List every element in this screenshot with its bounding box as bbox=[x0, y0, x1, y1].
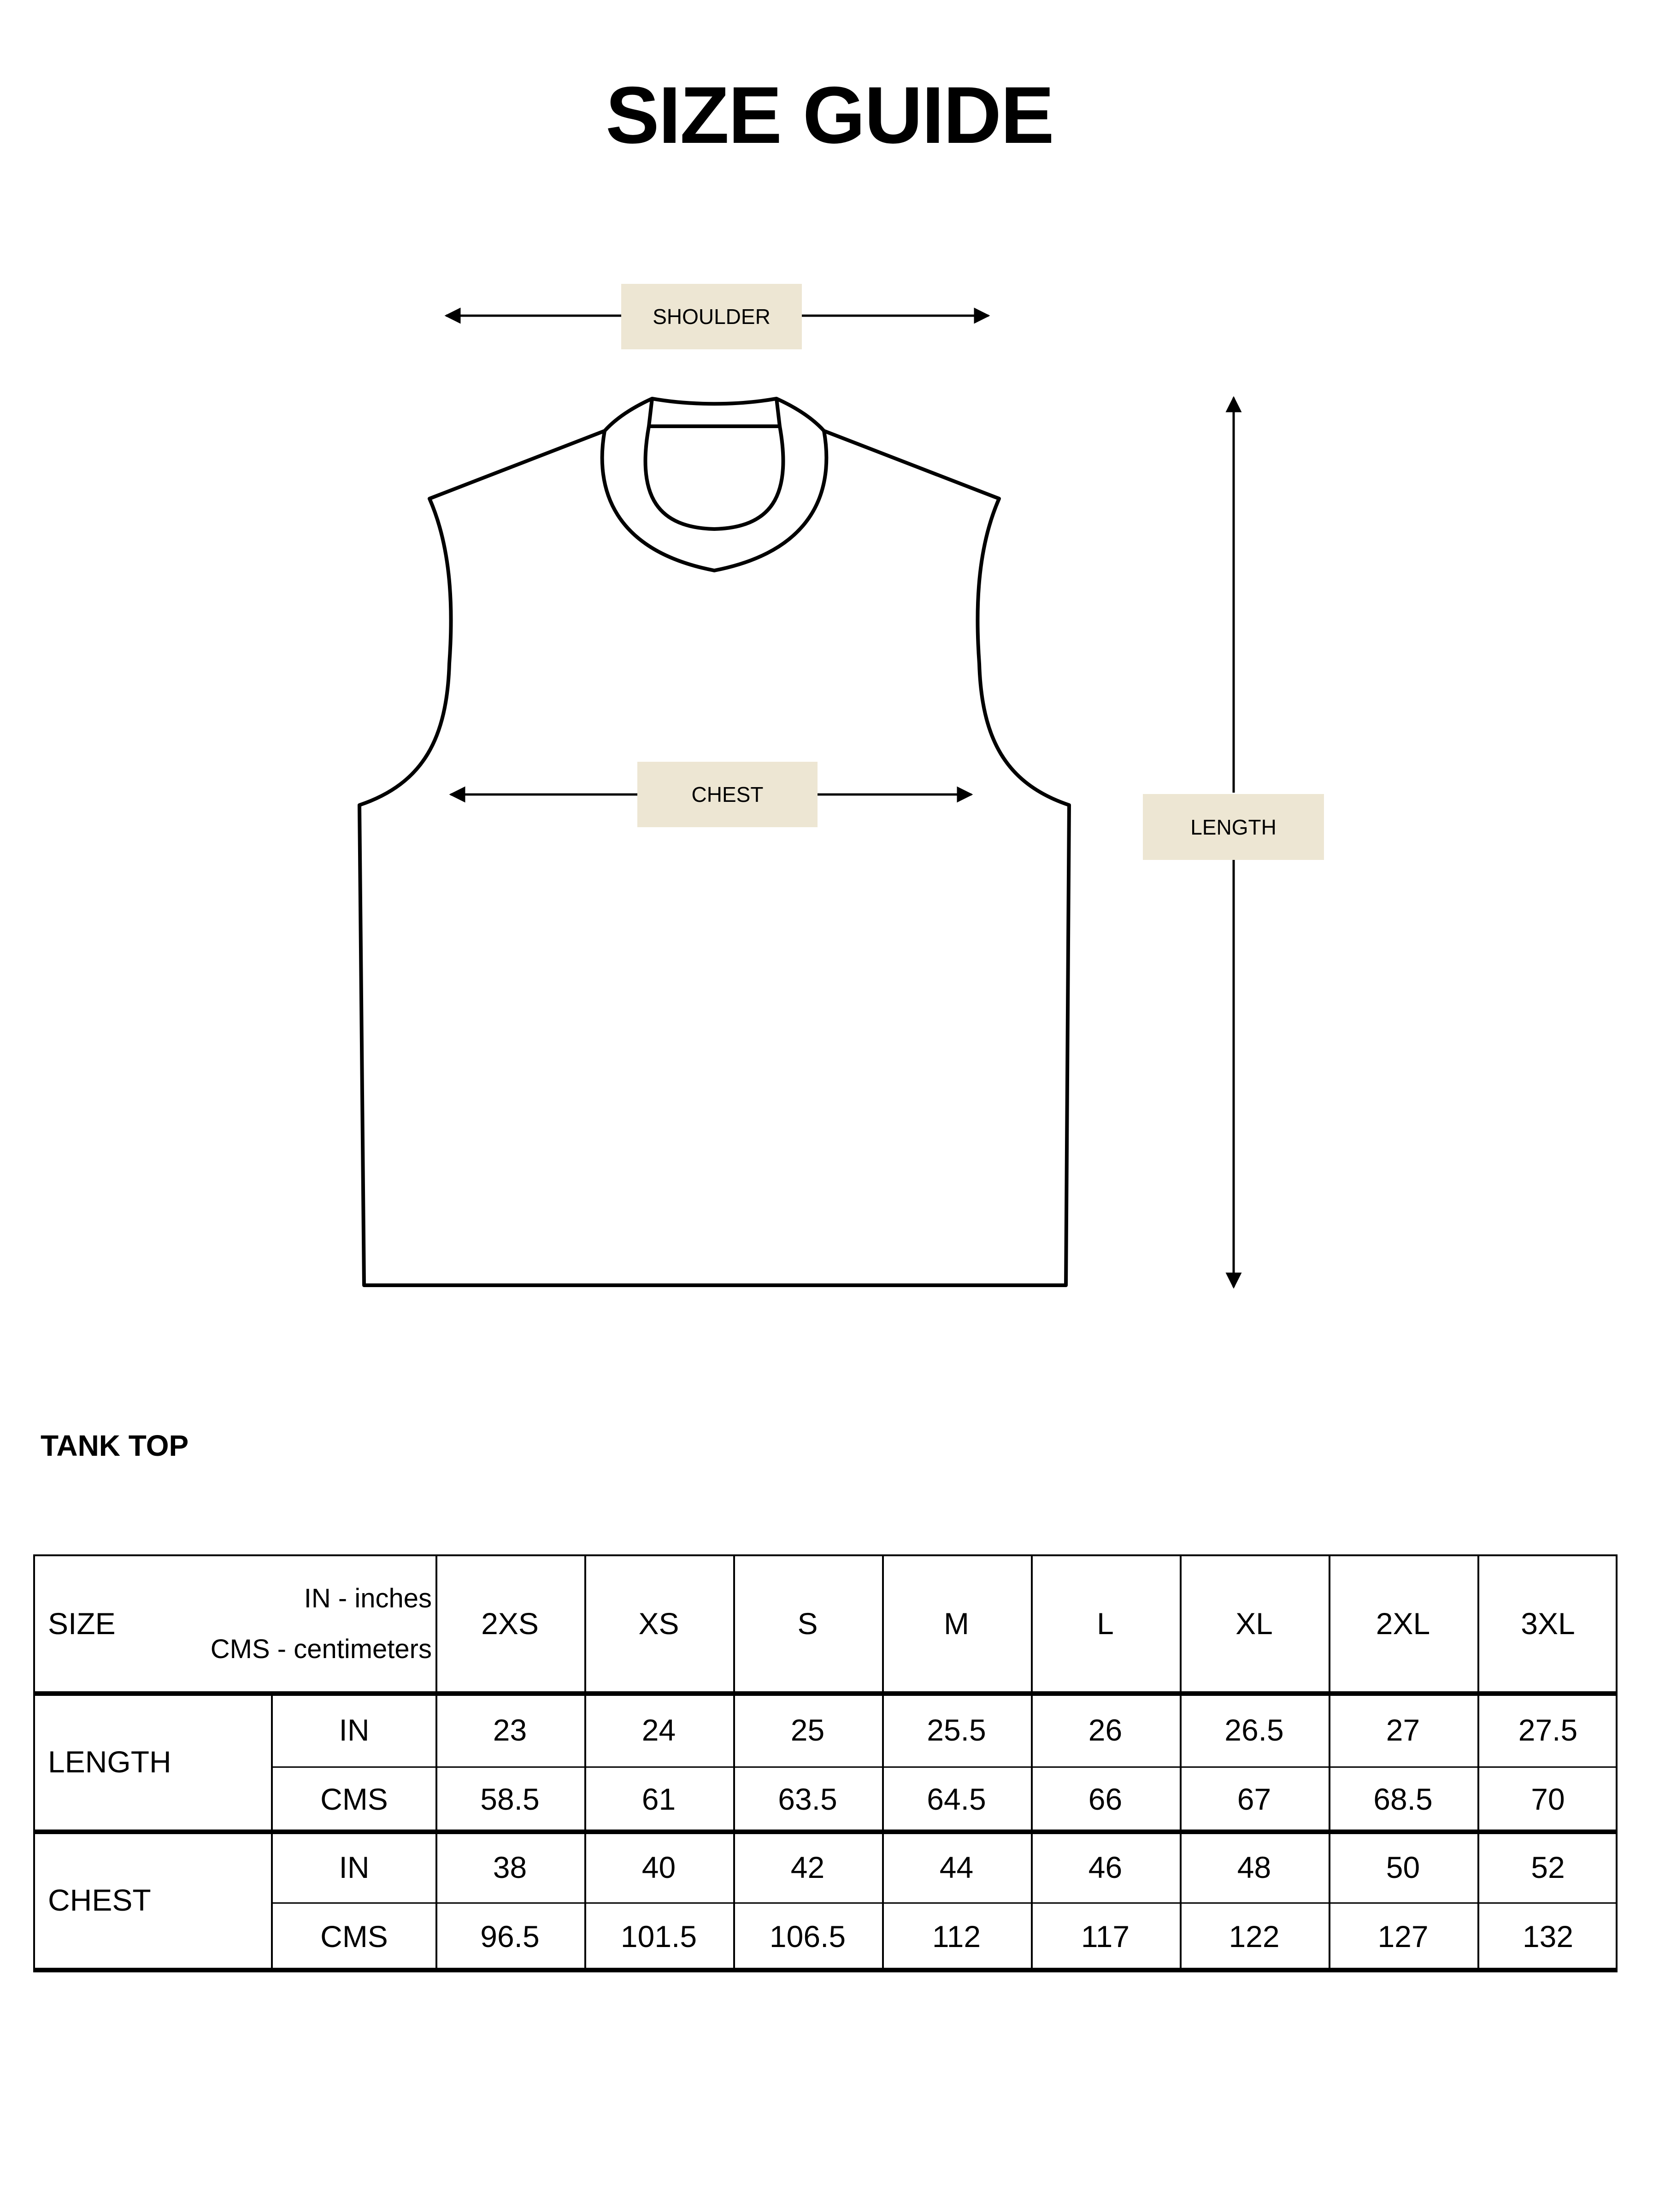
size-header-xs: XS bbox=[638, 1606, 679, 1641]
length-in-xs: 24 bbox=[641, 1713, 676, 1747]
length-in-l: 26 bbox=[1088, 1713, 1123, 1747]
chest-cms-l: 117 bbox=[1081, 1919, 1130, 1953]
chest-in-2xs: 38 bbox=[493, 1850, 527, 1884]
size-header-3xl: 3XL bbox=[1521, 1606, 1575, 1641]
table-divider-col bbox=[1031, 1554, 1033, 1972]
chest-in-s: 42 bbox=[790, 1850, 825, 1884]
length-cms-2xl: 68.5 bbox=[1373, 1782, 1433, 1816]
unit-label-cms: CMS bbox=[320, 1782, 388, 1816]
shoulder-label: SHOULDER bbox=[621, 284, 802, 349]
cms-legend: CMS - centimeters bbox=[210, 1634, 432, 1664]
tank-top-outline bbox=[359, 399, 1069, 1285]
length-label: LENGTH bbox=[1143, 794, 1324, 860]
in-legend: IN - inches bbox=[304, 1583, 432, 1613]
size-header-2xs: 2XS bbox=[481, 1606, 539, 1641]
length-in-3xl: 27.5 bbox=[1518, 1713, 1578, 1747]
chest-in-m: 44 bbox=[939, 1850, 974, 1884]
table-divider-col bbox=[584, 1554, 586, 1972]
chest-in-xl: 48 bbox=[1237, 1850, 1271, 1884]
chest-label: CHEST bbox=[637, 762, 818, 827]
table-divider-col bbox=[882, 1554, 884, 1972]
chest-in-xs: 40 bbox=[641, 1850, 676, 1884]
table-divider-length-units bbox=[272, 1766, 1618, 1768]
length-cms-s: 63.5 bbox=[778, 1782, 837, 1816]
measure-label-length: LENGTH bbox=[48, 1745, 171, 1779]
chest-cms-2xl: 127 bbox=[1377, 1919, 1429, 1953]
table-divider-chest-units bbox=[272, 1902, 1618, 1904]
unit-label-cms: CMS bbox=[320, 1919, 388, 1953]
size-header-2xl: 2XL bbox=[1376, 1606, 1430, 1641]
chest-cms-2xs: 96.5 bbox=[480, 1919, 540, 1953]
chest-in-3xl: 52 bbox=[1531, 1850, 1565, 1884]
chest-cms-3xl: 132 bbox=[1522, 1919, 1574, 1953]
chest-in-2xl: 50 bbox=[1386, 1850, 1420, 1884]
chest-in-l: 46 bbox=[1088, 1850, 1123, 1884]
table-border-top bbox=[33, 1554, 1618, 1556]
table-divider-col bbox=[1180, 1554, 1182, 1972]
size-header-m: M bbox=[944, 1606, 969, 1641]
length-in-2xs: 23 bbox=[493, 1713, 527, 1747]
size-table bbox=[33, 1554, 1618, 1974]
length-in-s: 25 bbox=[790, 1713, 825, 1747]
section-title: TANK TOP bbox=[41, 1429, 189, 1462]
chest-cms-xl: 122 bbox=[1229, 1919, 1280, 1953]
chest-cms-s: 106.5 bbox=[769, 1919, 846, 1953]
table-divider-col bbox=[1477, 1554, 1479, 1972]
table-divider-col bbox=[733, 1554, 735, 1972]
size-header-label: SIZE bbox=[48, 1606, 116, 1641]
length-cms-m: 64.5 bbox=[927, 1782, 986, 1816]
length-in-2xl: 27 bbox=[1386, 1713, 1420, 1747]
length-cms-xs: 61 bbox=[641, 1782, 676, 1816]
collar-outer bbox=[602, 431, 827, 571]
table-border-left bbox=[33, 1554, 35, 1972]
size-header-l: L bbox=[1097, 1606, 1114, 1641]
length-cms-l: 66 bbox=[1088, 1782, 1123, 1816]
size-header-xl: XL bbox=[1235, 1606, 1273, 1641]
chest-cms-xs: 101.5 bbox=[620, 1919, 697, 1953]
table-divider-col bbox=[1329, 1554, 1330, 1972]
measure-label-chest: CHEST bbox=[48, 1883, 151, 1917]
length-cms-xl: 67 bbox=[1237, 1782, 1271, 1816]
unit-label-in: IN bbox=[339, 1850, 370, 1884]
collar-inner bbox=[645, 399, 783, 529]
length-cms-2xs: 58.5 bbox=[480, 1782, 540, 1816]
page-title: SIZE GUIDE bbox=[606, 71, 1053, 160]
chest-cms-m: 112 bbox=[932, 1919, 981, 1953]
table-border-right bbox=[1616, 1554, 1618, 1972]
size-header-s: S bbox=[797, 1606, 818, 1641]
length-cms-3xl: 70 bbox=[1531, 1782, 1565, 1816]
table-divider-measure bbox=[271, 1693, 273, 1972]
unit-label-in: IN bbox=[339, 1713, 370, 1747]
length-in-m: 25.5 bbox=[927, 1713, 986, 1747]
length-in-xl: 26.5 bbox=[1224, 1713, 1284, 1747]
table-divider-unit bbox=[435, 1554, 437, 1972]
